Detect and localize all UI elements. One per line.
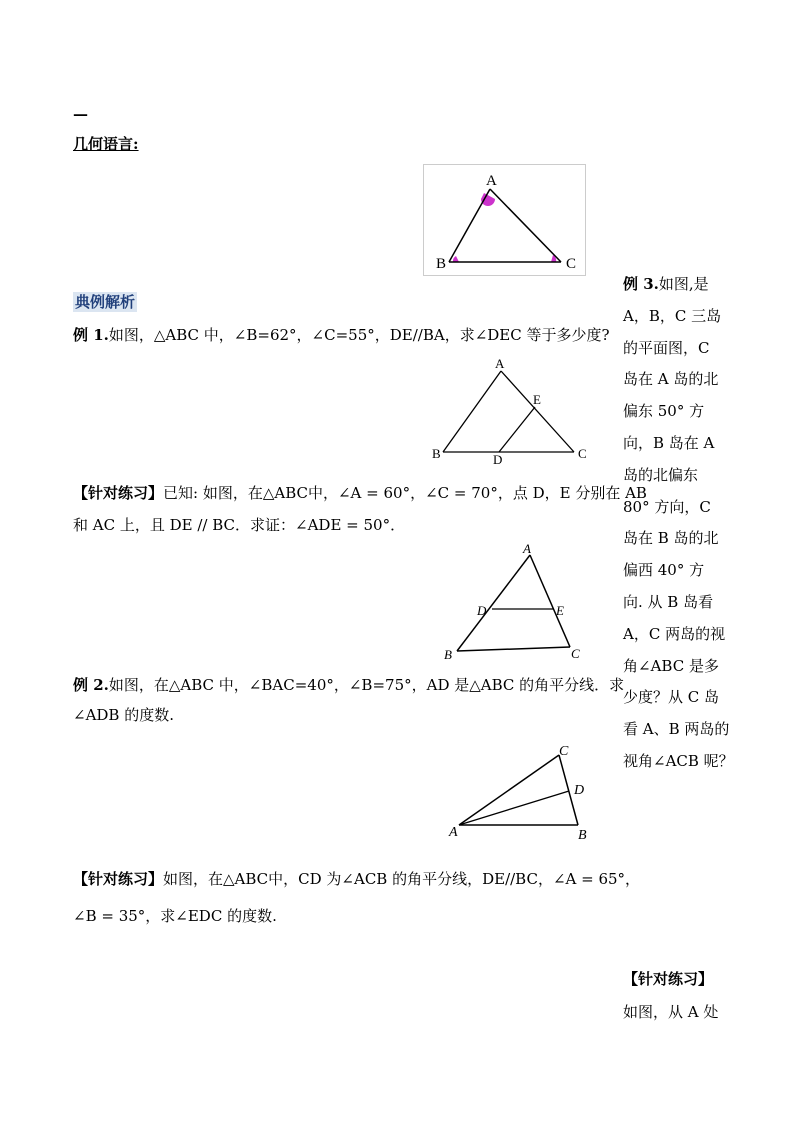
example2-figure [445,740,595,845]
ex2-label-b: B [578,828,587,843]
practice2-text1: 如图，在△ABC中，CD 为∠ACB 的角平分线，DE//BC，∠A = 65°， [163,870,641,888]
ex1-label-e: E [533,392,541,407]
p1-label-d: D [477,603,487,618]
example3-line-15: 视角∠ACB 呢？ [623,751,734,770]
angle-mark-b [453,256,459,262]
example3-line-1: A，B，C 三岛 [623,306,722,325]
example3-line-9: 偏西 40° 方 [623,561,705,580]
example3-line-5: 向，B 岛在 A [623,433,715,452]
p1-label-a: A [523,543,531,556]
side-ac [490,189,561,262]
example2-line1 [73,675,624,695]
vertex-label-a: A [486,173,497,189]
example3-line-10: 向. 从 B 岛看 [623,592,714,611]
example3-line-3: 岛在 A 岛的北 [623,370,719,389]
practice3-tag: 【针对练习】 [623,970,714,988]
p1-label-b: B [444,647,452,662]
angle-mark-a [481,193,495,206]
example3-line-11: A，C 两岛的视 [623,624,726,643]
figure-frame [424,165,586,276]
geometry-language-heading: 几何语言: [73,135,139,153]
example3-line-13: 少度？从 C 岛 [623,688,720,707]
example2-text1: 如图，在△ABC 中，∠BAC=40°，∠B=75°，AD 是△ABC 的角平分线．求 [108,676,625,694]
practice1-tag: 【针对练习】 [73,484,164,502]
example3-line-6: 岛的北偏东 [623,465,699,484]
practice2-line2: ∠B = 35°，求∠EDC 的度数. [73,907,277,925]
ex2-label-d: D [574,783,585,798]
practice1-text1: 已知: 如图，在△ABC中，∠A = 60°，∠C = 70°，点 D，E 分别在 AB [163,484,647,502]
ex2-label-a: A [449,825,458,840]
example2-line2: ∠ADB 的度数. [73,706,174,724]
example3-line-7: 80° 方向，C [623,497,711,516]
example3-column [623,269,734,778]
example1-body: 如图，△ABC 中，∠B=62°，∠C=55°，DE//BA，求∠DEC 等于多少度? [108,326,610,344]
example3-line-4: 偏东 50° 方 [623,402,705,421]
practice2-line1 [73,869,640,889]
example1-figure [428,355,593,465]
practice3-text: 如图，从 A 处 [623,1003,719,1021]
practice2-tag: 【针对练习】 [73,870,164,888]
ex1-label-c: C [578,446,587,461]
vertex-label-b: B [436,256,447,272]
ex2-label-c: C [559,744,569,759]
side-ab [449,189,490,262]
triangle-figure-top [423,164,586,276]
ex1-label-d: D [493,452,503,465]
example3-prefix: 例 3. [623,275,659,293]
practice1-line1 [73,483,647,503]
section-title: 典例解析 [75,293,136,311]
ex1-label-b: B [432,446,441,461]
practice1-figure [440,543,590,665]
example3-line-8: 岛在 B 岛的北 [623,529,719,548]
header-dash: — [73,105,88,123]
practice1-line2: 和 AC 上，且 DE // BC．求证：∠ADE = 50°． [73,516,406,534]
example3-line-12: 角∠ABC 是多 [623,656,719,675]
ex1-label-a: A [495,356,505,371]
example3-line-0: 例 3.如图,是 [623,275,709,293]
p1-label-c: C [571,646,580,661]
example1-prefix: 例 1. [73,326,109,344]
example3-line-14: 看 A、B 两岛的 [623,720,730,739]
example3-line-2: 的平面图，C [623,338,710,357]
p1-label-e: E [556,603,564,618]
example1-text [73,325,610,345]
example2-prefix: 例 2. [73,676,109,694]
vertex-label-c: C [566,256,577,272]
